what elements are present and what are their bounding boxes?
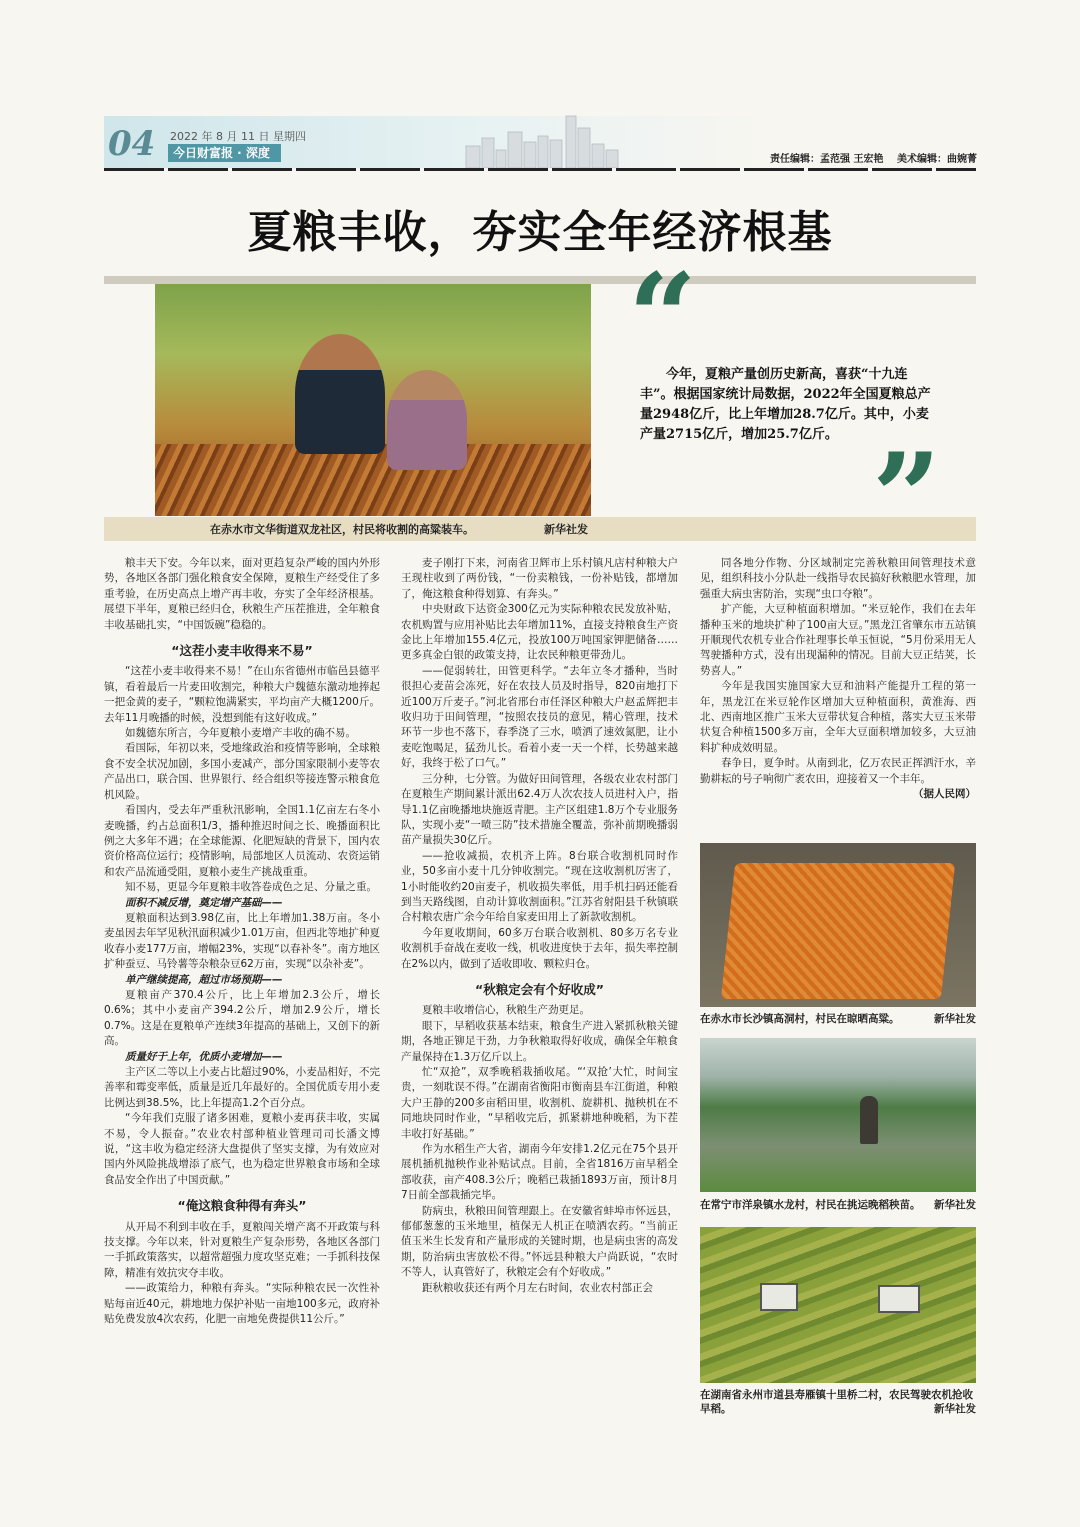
- harvester-machine: [760, 1283, 798, 1311]
- paragraph: 知不易，更显今年夏粮丰收答卷成色之足、分量之重。: [125, 881, 377, 894]
- hero-photo: [155, 284, 591, 516]
- lead-in: 面积不减反增，奠定增产基础——: [125, 896, 283, 909]
- article-column-2: [401, 556, 678, 1296]
- drying-grain: [721, 863, 955, 999]
- paragraph: 同各地分作物、分区域制定完善秋粮田间管理技术意见，组织科技小分队赴一线指导农民搞好秋粮肥水管理，加强重大病虫害防治，实现“虫口夺粮”。: [700, 557, 976, 600]
- paragraph: ——促弱转壮，田管更科学。“去年立冬才播种，当时很担心麦苗会冻死，好在农技人员及时指导，820亩地打下近100万斤麦子。”河北省邢台市任泽区种粮大户赵孟辉把丰收归功于田间管理，“按照农技员的意见，精心管理，技术环节一步也不落下，春季浇了三水，喷洒了速效氮肥，让小麦吃饱喝足，猛劲儿长。看着小麦一天一个样，长势越来越好，我终于松了口气。”: [401, 664, 678, 770]
- paragraph: 麦子刚打下来，河南省卫辉市上乐村镇凡店村种粮大户王现柱收到了两份钱，“一份卖粮钱，一份补贴钱，都增加了，俺这粮食种得划算、有奔头。”: [401, 557, 678, 600]
- paragraph: 三分种，七分管。为做好田间管理，各级农业农村部门在夏粮生产期间累计派出62.4万人次农技人员进村入户，指导1.1亿亩晚播地块施返青肥。主产区组建1.8万个专业服务队，实现小麦“一喷三防”技术措施全覆盖，弥补前期晚播弱苗产量损失30亿斤。: [401, 772, 678, 847]
- skyline-graphic: [462, 110, 622, 168]
- paragraph: 距秋粮收获还有两个月左右时间，农业农村部正会: [422, 1281, 653, 1294]
- pull-quote: 今年，夏粮产量创历史新高，喜获“十九连丰”。根据国家统计局数据，2022年全国夏粮总产量2948亿斤，比上年增加28.7亿斤。其中，小麦产量2715亿斤，增加25.7亿斤。: [640, 367, 931, 442]
- paragraph: 主产区二等以上小麦占比超过90%，小麦品相好，不完善率和霉变率低，质量是近几年最好的。全国优质专用小麦比例达到38.5%，比上年提高1.2个百分点。: [104, 1066, 380, 1109]
- article-column-3: [700, 556, 976, 803]
- art-editor: 美术编辑：曲婉菁: [896, 154, 977, 165]
- paragraph: 看国际，年初以来，受地缘政治和疫情等影响，全球粮食不安全状况加剧，多国小麦减产，部分国家限制小麦等农产品出口，联合国、世界银行、经合组织等接连警示粮食危机风险。: [104, 742, 380, 801]
- editors-line: [760, 150, 977, 165]
- paragraph: 今年是我国实施国家大豆和油料产能提升工程的第一年，黑龙江在米豆轮作区增加大豆种植面积，黄淮海、西北、西南地区推广玉米大豆带状复合种植，落实大豆玉米带状复合种植1500多万亩，全年大豆面积增加较多，大豆油料扩种成效明显。: [700, 680, 976, 754]
- paragraph: ——政策给力，种粮有奔头。“实际种粮农民一次性补贴每亩近40元，耕地地力保护补贴一亩地100多元，政府补贴免费发放4次农药，化肥一亩地免费提供11公斤。”: [104, 1282, 380, 1326]
- farmer-man: [295, 334, 385, 454]
- article-source: （据人民网）: [913, 788, 976, 801]
- paragraph: 夏粮丰收增信心，秋粮生产劲更足。: [422, 1004, 590, 1017]
- photo-caption-1: [700, 1012, 976, 1026]
- paragraph: 作为水稻生产大省，湖南今年安排1.2亿元在75个县开展机插机抛秧作业补贴试点。目前，全省1816万亩早稻全部收获，亩产408.3公斤；晚稻已栽插1893万亩，预计8月7日前全部栽插完毕。: [401, 1143, 678, 1202]
- paragraph: ——抢收减损，农机齐上阵。8台联合收割机同时作业，50多亩小麦十几分钟收割完。“现在这收割机厉害了，1小时能收约20亩麦子，机收损失率低，用手机扫码还能看到当天路线图，自动计算收割面积。”江苏省射阳县千秋镇联合村粮农唐广余今年给自家麦田用上了新款收割机。: [401, 849, 678, 924]
- caption-source: 新华社发: [934, 1199, 976, 1211]
- quote-open-mark: “: [628, 247, 698, 388]
- responsible-editors: 责任编辑：孟范强 王宏艳: [770, 154, 884, 165]
- lead-in: 质量好于上年，优质小麦增加——: [125, 1050, 283, 1063]
- section-heading: “这茬小麦丰收得来不易”: [171, 643, 313, 659]
- photo-caption-3: [700, 1388, 976, 1416]
- hero-caption-source: 新华社发: [544, 523, 588, 536]
- paragraph: 春争日，夏争时。从南到北，亿万农民正挥洒汗水，辛勤耕耘的号子响彻广袤农田，迎接着又一个丰年。: [700, 757, 976, 785]
- page-headline: 夏粮丰收，夯实全年经济根基: [247, 207, 833, 258]
- paragraph: 粮丰天下安。今年以来，面对更趋复杂严峻的国内外形势，各地区各部门强化粮食安全保障，夏粮生产经受住了多重考验，在历史高点上增产再丰收，夯实了全年经济根基。展望下半年，夏粮已经归仓，秋粮生产压茬推进，全年粮食丰收基础扎实，“中国饭碗”稳稳的。: [104, 557, 380, 631]
- paragraph: 看国内，受去年严重秋汛影响，全国1.1亿亩左右冬小麦晚播，约占总面积1/3，播种推迟时间之长、晚播面积比例之大多年不遇；在全球能源、化肥短缺的背景下，国内农资价格高位运行；疫情影响，局部地区人员流动、农资运销和农产品流通受阻，夏粮小麦生产挑战重重。: [104, 804, 380, 878]
- section-heading: “俺这粮食种得有奔头”: [177, 1198, 307, 1214]
- header-rule: [104, 168, 976, 171]
- paper-section-label: 今日财富报 · 深度: [168, 144, 281, 162]
- quote-close-mark: ”: [872, 427, 942, 568]
- paragraph: 防病虫，秋粮田间管理跟上。在安徽省蚌埠市怀远县，郁郁葱葱的玉米地里，植保无人机正在喷洒农药。“当前正值玉米生长发育和产量形成的关键时期，也是病虫害的高发期，防治病虫害放松不得。”怀远县种粮大户尚跃说，“农时不等人，认真管好了，秋粮定会有个好收成。”: [401, 1204, 678, 1279]
- lead-in: 单产继续提高，超过市场预期——: [125, 973, 283, 986]
- paragraph: 如魏德东所言，今年夏粮小麦增产丰收的确不易。: [125, 727, 356, 740]
- paragraph: 扩产能，大豆种植面积增加。“米豆轮作，我们在去年播种玉米的地块扩种了100亩大豆。”黑龙江省肇东市五站镇开顺现代农机专业合作社理事长单玉恒说，“5月份采用无人驾驶播种方式，没有出现漏种的情况。目前大豆正结荚，长势喜人。”: [700, 603, 976, 677]
- farmer-woman: [387, 370, 467, 470]
- caption-text: 在赤水市长沙镇高洞村，村民在晾晒高粱。: [700, 1013, 900, 1025]
- page-number: 04: [108, 124, 156, 164]
- photo-harvesters: [700, 1227, 976, 1383]
- sorghum-field: [155, 444, 591, 516]
- photo-rice-seedlings: [700, 1038, 976, 1192]
- paragraph: 眼下，早稻收获基本结束，粮食生产进入紧抓秋粮关键期，各地正铆足干劲，力争秋粮取得好收成，确保全年粮食产量保持在1.3万亿斤以上。: [401, 1019, 678, 1063]
- harvester-machine: [878, 1285, 920, 1313]
- paragraph: “今年我们克服了诸多困难，夏粮小麦再获丰收，实属不易，令人振奋。”农业农村部种植业管理司司长潘文博说，“这丰收为稳定经济大盘提供了坚实支撑，为有效应对国内外风险挑战增添了底气，也为稳定世界粮食市场和全球食品安全作出了中国贡献。”: [104, 1112, 380, 1186]
- section-heading: “秋粮定会有个好收成”: [475, 981, 604, 997]
- headline-rule: [104, 276, 976, 284]
- paragraph: 夏粮面积达到3.98亿亩，比上年增加1.38万亩。冬小麦虽因去年罕见秋汛面积减少1.01万亩，但西北等地扩种夏收春小麦177万亩，增幅23%，实现“以春补冬”。南方地区扩种蚕豆、马铃薯等杂粮杂豆62万亩，实现“以杂补麦”。: [104, 911, 380, 971]
- caption-source: 新华社发: [934, 1013, 976, 1025]
- caption-text: 在湖南省永州市道县寿雁镇十里桥二村，农民驾驶农机抢收早稻。: [700, 1389, 973, 1415]
- paragraph: 中央财政下达资金300亿元为实际种粮农民发放补贴，农机购置与应用补贴比去年增加11%，直接支持粮食生产资金比上年增加155.4亿元，投放100万吨国家钾肥储备……更多真金白银的政策支持，让农民种粮更带劲儿。: [401, 603, 678, 662]
- paragraph: 忙“双抢”，双季晚稻栽插收尾。“‘双抢’大忙，时间宝贵，一刻耽误不得。”在湖南省衡阳市衡南县车江街道，种粮大户王静的200多亩稻田里，收割机、旋耕机、抛秧机在不同地块同时作业，“早稻收完后，抓紧耕地种晚稻，为下茬丰收打好基础。”: [401, 1066, 678, 1140]
- paragraph: “这茬小麦丰收得来不易！”在山东省德州市临邑县德平镇，看着最后一片麦田收割完，种粮大户魏德东激动地捧起一把金黄的麦子，“颗粒饱满紧实，平均亩产大概1200斤。去年11月晚播的时候，没想到能有这好收成。”: [104, 665, 380, 724]
- paragraph: 夏粮亩产370.4公斤，比上年增加2.3公斤，增长0.6%；其中小麦亩产394.2公斤，增加2.9公斤，增长0.7%。这是在夏粮单产连续3年提高的基础上，又创下的新高。: [104, 988, 380, 1048]
- farmer-carrying-seedlings: [860, 1096, 878, 1144]
- article-column-1: [104, 556, 380, 1328]
- caption-text: 在常宁市洋泉镇水龙村，村民在挑运晚稻秧苗。: [700, 1199, 921, 1211]
- paragraph: 今年夏收期间，60多万台联合收割机、80多万名专业收割机手奋战在麦收一线，机收进度快于去年，损失率控制在2%以内，做到了适收即收、颗粒归仓。: [401, 926, 678, 970]
- caption-source: 新华社发: [934, 1403, 976, 1415]
- photo-drying-sorghum: [700, 843, 976, 1007]
- issue-date: 2022 年 8 月 11 日 星期四: [170, 130, 306, 143]
- hero-caption: 在赤水市文华街道双龙社区，村民将收割的高粱装车。: [210, 523, 474, 536]
- paragraph: 从开局不利到丰收在手，夏粮闯关增产离不开政策与科技支撑。今年以来，针对夏粮生产复杂形势，各地区各部门一手抓政策落实，以超常超强力度攻坚克难；一手抓科技保障，精准有效抗灾夺丰收。: [104, 1220, 380, 1279]
- photo-caption-2: [700, 1198, 976, 1212]
